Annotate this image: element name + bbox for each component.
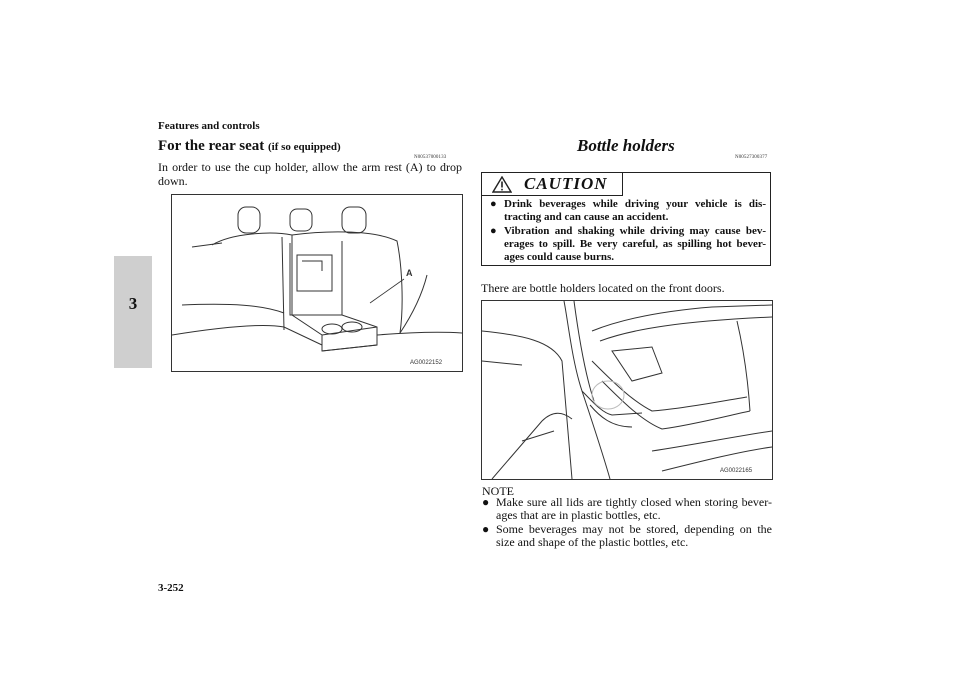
note-item: ● Make sure all lids are tightly closed when storing bever-ages that are in plastic bottles, etc. (482, 495, 772, 522)
caution-box (481, 172, 771, 266)
reference-code: N00537000133 (414, 155, 447, 160)
figure-id: AG0022152 (410, 360, 443, 366)
callout-label-a: A (406, 268, 413, 278)
heading-text: For the rear seat (158, 138, 265, 154)
running-head: Features and controls (158, 120, 260, 132)
caution-item: ● Drink beverages while driving your vehicle is dis-tracting and can cause an accident. (490, 198, 766, 223)
caution-title: CAUTION (524, 174, 608, 193)
warning-triangle-icon (492, 176, 512, 193)
section-heading-bottle-holders: Bottle holders (577, 136, 675, 155)
note-item: ● Some beverages may not be stored, depending on the size and shape of the plastic bottles, etc. (482, 522, 772, 549)
section-tab (114, 256, 152, 368)
figure-id: AG0022165 (720, 468, 753, 474)
reference-code: N00527300377 (735, 155, 768, 160)
bullet-icon: ● (482, 495, 490, 509)
front-door-bottle-holder-illustration (481, 300, 773, 480)
rear-seat-armrest-illustration (171, 194, 463, 372)
note-label: NOTE (482, 484, 514, 498)
section-heading-rear-seat (158, 138, 341, 155)
bottle-holder-paragraph: There are bottle holders located on the front doors. (481, 281, 725, 295)
instruction-paragraph: In order to use the cup holder, allow the arm rest (A) to drop down. (158, 160, 462, 188)
caution-item: ● Vibration and shaking while driving may cause bev-erages to spill. Be very careful, as spilling hot bever-ages could cause burns. (490, 225, 766, 263)
rear-seat-drawing (172, 195, 462, 371)
bullet-icon: ● (490, 198, 497, 210)
section-number: 3 (128, 294, 138, 313)
page-number: 3-252 (158, 582, 184, 594)
front-door-drawing (482, 301, 772, 479)
caution-header (482, 173, 623, 196)
heading-subtext: (if so equipped) (267, 141, 341, 153)
bullet-icon: ● (490, 225, 497, 237)
bullet-icon: ● (482, 522, 490, 536)
